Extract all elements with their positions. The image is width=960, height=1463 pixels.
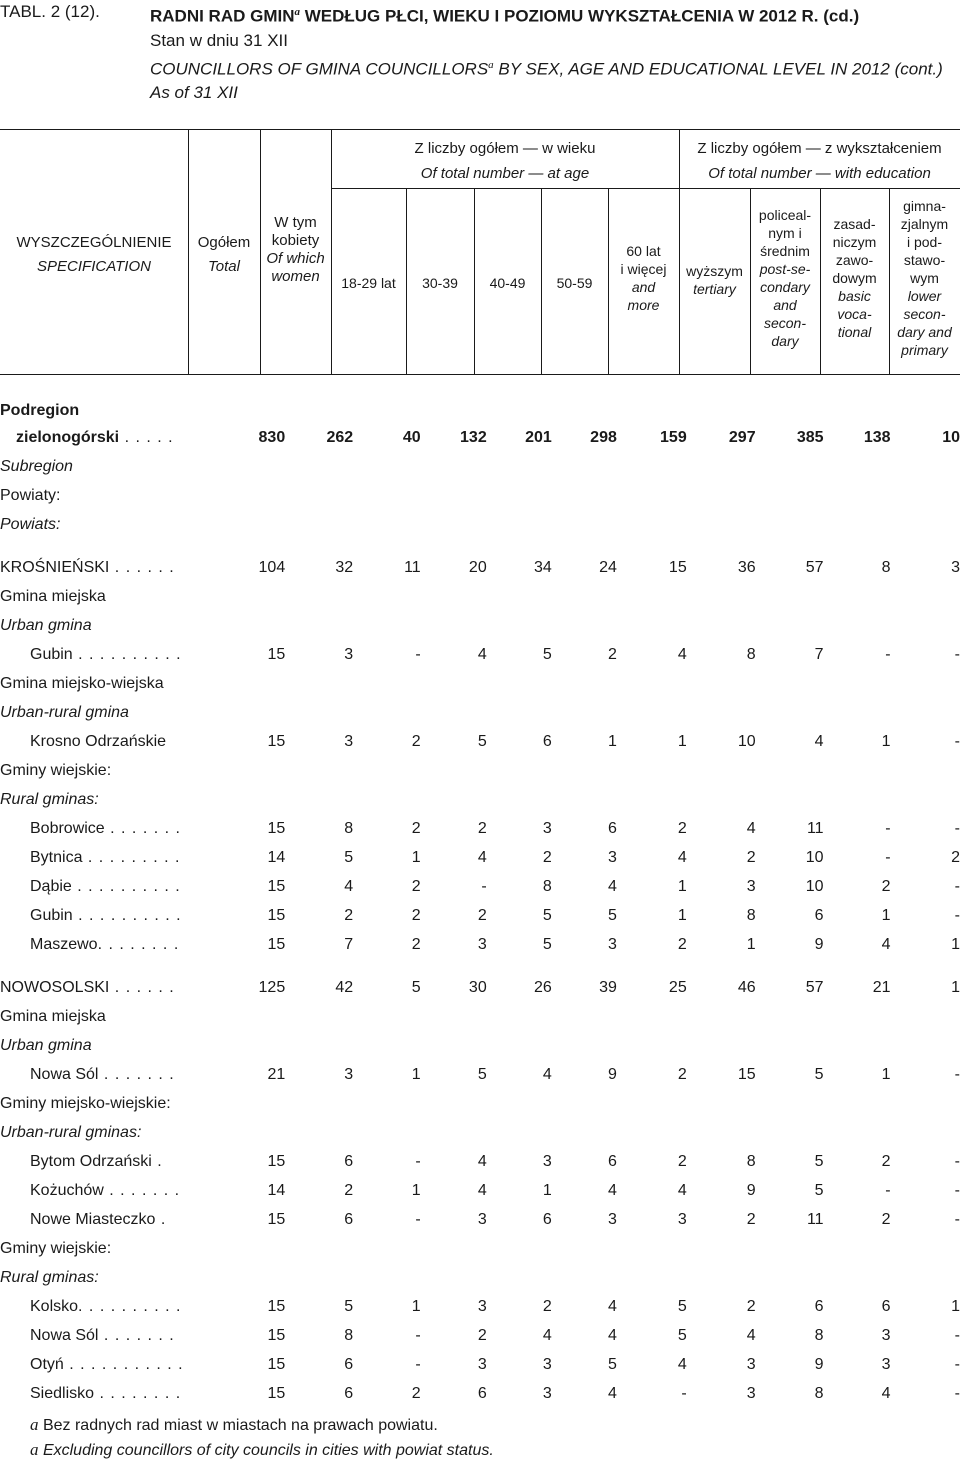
table-cell: 15: [267, 733, 286, 750]
table-cell: 3: [477, 1356, 487, 1373]
table-cell: 3: [746, 1356, 756, 1373]
table-cell: -: [415, 1327, 421, 1344]
table-cell: 57: [805, 559, 824, 576]
table-cell: -: [885, 820, 891, 837]
table-cell: 4: [677, 849, 687, 866]
table-cell: -: [954, 1182, 960, 1199]
table-cell: 15: [267, 1327, 286, 1344]
table-cell: 5: [677, 1298, 687, 1315]
table-cell: 6: [344, 1385, 354, 1402]
table-cell: 6: [607, 820, 617, 837]
table-cell: 4: [607, 1182, 617, 1199]
table-cell: 34: [534, 559, 552, 576]
table-cell: 262: [326, 429, 354, 446]
table-cell: 201: [525, 429, 552, 446]
table-cell: 10: [737, 733, 756, 750]
table-cell: 14: [267, 849, 286, 866]
table-cell: 7: [814, 646, 824, 663]
table-row: Krosno Odrzańskie 15 3 2 5 6 1 1 10 4 1 -: [0, 727, 960, 756]
table-cell: 46: [737, 979, 756, 996]
table-cell: 5: [677, 1327, 687, 1344]
table-cell: 1: [881, 1066, 891, 1083]
header-age-30-39: 30-39: [422, 275, 458, 291]
table-cell: 5: [344, 849, 354, 866]
table-cell: 3: [607, 936, 617, 953]
header-specification: WYSZCZEGÓLNIENIE SPECIFICATION: [16, 234, 172, 275]
table-row: Siedlisko . . . . . . . . 15 6 2 6 3 4 - 3 8 4 -: [0, 1379, 960, 1408]
header-age-group: Z liczby ogółem — w wieku Of total number — at age: [414, 140, 596, 182]
table-cell: 15: [267, 907, 286, 924]
table-cell: 8: [881, 559, 891, 576]
table-cell: 3: [477, 1211, 487, 1228]
table-number: TABL. 2 (12).: [0, 2, 100, 21]
table-cell: 30: [468, 979, 487, 996]
table-cell: 1: [881, 733, 891, 750]
header-edu-post-secondary: policeal- nym i średnim post-se- condary and secon- dary: [758, 207, 812, 349]
table-cell: 297: [728, 429, 756, 446]
table-cell: 39: [599, 979, 617, 996]
table-row: Kolsko. . . . . . . . . . 15 5 1 3 2 4 5 2 6 6 1: [0, 1292, 960, 1321]
table-cell: 8: [746, 907, 756, 924]
table-cell: 5: [607, 907, 617, 924]
table-cell: 10: [942, 429, 960, 446]
table-cell: 2: [411, 1385, 421, 1402]
table-cell: 1: [411, 849, 421, 866]
table-cell: 15: [668, 559, 687, 576]
table-cell: 5: [542, 646, 552, 663]
table-cell: 132: [460, 429, 487, 446]
table-cell: 24: [599, 559, 617, 576]
table-cell: 8: [814, 1327, 824, 1344]
table-cell: 4: [746, 820, 756, 837]
table-cell: 2: [607, 646, 617, 663]
footnote-marker: a: [30, 1415, 39, 1434]
table-cell: 2: [881, 1211, 891, 1228]
table-cell: 15: [267, 1211, 286, 1228]
table-cell: 1: [607, 733, 617, 750]
table-cell: 15: [267, 1298, 286, 1315]
table-row: Podregion: [0, 402, 80, 419]
table-cell: 9: [746, 1182, 756, 1199]
title-en: COUNCILLORS OF GMINA COUNCILLORS$^a$ BY SEX, AGE AND EDUCATIONAL LEVEL IN 2012 (cont.): [150, 58, 943, 79]
header-age-40-49: 40-49: [489, 275, 526, 291]
table-cell: 2: [677, 936, 687, 953]
table-cell: -: [954, 1211, 960, 1228]
table-cell: -: [415, 1356, 421, 1373]
table-row: Gmina miejska: [0, 1008, 106, 1025]
table-cell: 6: [477, 1385, 487, 1402]
table-row: Urban-rural gmina: [0, 704, 129, 721]
table-cell: -: [954, 1356, 960, 1373]
table-cell: 2: [411, 907, 421, 924]
table-cell: 1: [411, 1066, 421, 1083]
table-cell: 5: [607, 1356, 617, 1373]
table-cell: 5: [814, 1153, 824, 1170]
table-row: Gminy wiejskie:: [0, 762, 112, 779]
table-row: Urban gmina: [0, 617, 92, 634]
table-cell: 9: [607, 1066, 617, 1083]
date-en: As of 31 XII: [150, 83, 238, 103]
table-cell: 11: [404, 559, 421, 576]
table-cell: 6: [344, 1153, 354, 1170]
table-cell: 2: [881, 1153, 891, 1170]
table-cell: 3: [542, 1356, 552, 1373]
table-cell: 6: [542, 733, 552, 750]
table-cell: -: [885, 849, 891, 866]
table-row: KROŚNIEŃSKI . . . . . . 104 32 11 20 34 24 15 36 57 8 3: [0, 553, 960, 582]
table-cell: 2: [542, 1298, 552, 1315]
table-cell: 5: [542, 936, 552, 953]
table-cell: 15: [267, 936, 286, 953]
table-row: NOWOSOLSKI . . . . . . 125 42 5 30 26 39 25 46 57 21 1: [0, 973, 960, 1002]
table-cell: 26: [534, 979, 552, 996]
table-cell: 11: [806, 1211, 824, 1228]
table-cell: 25: [668, 979, 687, 996]
table-cell: 3: [881, 1356, 891, 1373]
data-table: [0, 399, 960, 1408]
header-edu-lower-secondary: gimna- zjalnym i pod- stawo- wym lower secon- dary and primary: [897, 198, 952, 358]
table-cell: 4: [477, 1182, 487, 1199]
table-cell: 32: [335, 559, 354, 576]
table-cell: 9: [814, 1356, 824, 1373]
table-cell: 125: [258, 979, 286, 996]
table-cell: -: [481, 878, 487, 895]
table-cell: 2: [542, 849, 552, 866]
header-edu-group: Z liczby ogółem — z wykształceniem Of total number — with education: [697, 140, 942, 182]
table-row: Powiaty:: [0, 487, 61, 504]
table-cell: 2: [344, 1182, 354, 1199]
table-cell: 1: [951, 1298, 960, 1315]
header-age-18-29: 18-29 lat: [341, 275, 396, 291]
table-cell: 4: [344, 878, 354, 895]
footnote-marker: a: [30, 1440, 39, 1459]
table-cell: 15: [737, 1066, 756, 1083]
table-cell: 1: [411, 1298, 421, 1315]
table-cell: 3: [677, 1211, 687, 1228]
table-cell: 2: [746, 1211, 756, 1228]
table-cell: 1: [677, 907, 687, 924]
table-cell: 4: [542, 1066, 552, 1083]
table-row: Bobrowice . . . . . . . 15 8 2 2 3 6 2 4 11 - -: [0, 814, 960, 843]
table-cell: 1: [677, 733, 687, 750]
table-cell: 1: [746, 936, 756, 953]
table-cell: 6: [607, 1153, 617, 1170]
table-row: Maszewo. . . . . . . . 15 7 2 3 5 3 2 1 9 4 1: [0, 930, 960, 959]
table-cell: 57: [805, 979, 824, 996]
table-cell: 2: [411, 820, 421, 837]
table-cell: 8: [542, 878, 552, 895]
table-cell: 4: [746, 1327, 756, 1344]
table-cell: 6: [814, 907, 824, 924]
header-age-60-plus: 60 lat i więcej and more: [620, 243, 667, 313]
table-cell: 104: [258, 559, 286, 576]
table-cell: -: [954, 820, 960, 837]
table-cell: 3: [607, 849, 617, 866]
table-row: Bytom Odrzański . 15 6 - 4 3 6 2 8 5 2 -: [0, 1147, 960, 1176]
table-cell: -: [954, 733, 960, 750]
table-cell: 1: [542, 1182, 552, 1199]
table-cell: 5: [477, 1066, 487, 1083]
table-cell: 15: [267, 1356, 286, 1373]
table-cell: 2: [477, 1327, 487, 1344]
table-row: Bytnica . . . . . . . . . 14 5 1 4 2 3 4 2 10 - 2: [0, 843, 960, 872]
table-cell: 7: [344, 936, 354, 953]
table-cell: 6: [814, 1298, 824, 1315]
table-row: Rural gminas:: [0, 791, 99, 808]
table-cell: -: [415, 646, 421, 663]
table-cell: 5: [344, 1298, 354, 1315]
table-cell: 3: [607, 1211, 617, 1228]
table-row: Nowa Sól . . . . . . . 21 3 1 5 4 9 2 15 5 1 -: [0, 1060, 960, 1089]
table-cell: 830: [258, 429, 286, 446]
table-cell: -: [954, 646, 960, 663]
table-cell: 1: [677, 878, 687, 895]
table-cell: 42: [335, 979, 354, 996]
table-cell: 15: [267, 1153, 286, 1170]
table-cell: 11: [806, 820, 824, 837]
table-cell: 3: [344, 1066, 354, 1083]
table-cell: 2: [477, 820, 487, 837]
table-cell: 2: [746, 849, 756, 866]
header-total: Ogółem Total: [197, 234, 251, 275]
table-cell: 4: [881, 936, 891, 953]
table-cell: 385: [796, 429, 824, 446]
table-row: zielonogórski . . . . . 830 262 40 132 201 298 159 297 385 138 10: [0, 423, 960, 452]
table-cell: 8: [746, 646, 756, 663]
footnote-en: a Excluding councillors of city councils in cities with powiat status.: [30, 1440, 494, 1459]
table-cell: 15: [267, 646, 286, 663]
table-cell: 2: [677, 1066, 687, 1083]
table-cell: 5: [814, 1066, 824, 1083]
table-cell: 3: [951, 559, 960, 576]
table-cell: 2: [411, 878, 421, 895]
table-cell: -: [885, 1182, 891, 1199]
table-row: Urban-rural gminas:: [0, 1124, 142, 1141]
table-row: Gubin . . . . . . . . . . 15 3 - 4 5 2 4 8 7 - -: [0, 640, 960, 669]
table-cell: -: [954, 907, 960, 924]
table-cell: 4: [477, 646, 487, 663]
table-cell: 4: [477, 849, 487, 866]
header-age-50-59: 50-59: [556, 275, 593, 291]
table-row: Subregion: [0, 458, 73, 475]
table-cell: 20: [468, 559, 487, 576]
table-cell: 10: [805, 878, 824, 895]
table-cell: 3: [542, 1153, 552, 1170]
table-cell: 9: [814, 936, 824, 953]
table-row: Gminy miejsko-wiejskie:: [0, 1095, 171, 1112]
table-cell: 4: [814, 733, 824, 750]
table-cell: 2: [746, 1298, 756, 1315]
table-cell: 6: [344, 1211, 354, 1228]
table-row: Gmina miejsko-wiejska: [0, 675, 164, 692]
table-cell: 21: [267, 1066, 286, 1083]
date-pl: Stan w dniu 31 XII: [150, 30, 288, 50]
table-cell: -: [954, 1066, 960, 1083]
table-row: Dąbie . . . . . . . . . . 15 4 2 - 8 4 1 3 10 2 -: [0, 872, 960, 901]
table-cell: 2: [477, 907, 487, 924]
table-cell: 159: [660, 429, 687, 446]
header-edu-basic-vocational: zasad- niczym zawo- dowym basic voca- tional: [832, 216, 877, 340]
table-cell: 4: [477, 1153, 487, 1170]
table-cell: 4: [607, 1298, 617, 1315]
table-cell: 298: [590, 429, 617, 446]
table-cell: 40: [402, 429, 421, 446]
table-cell: -: [415, 1153, 421, 1170]
table-cell: 3: [542, 820, 552, 837]
table-row: Urban gmina: [0, 1037, 92, 1054]
title-block: [150, 0, 950, 105]
table-cell: -: [415, 1211, 421, 1228]
table-cell: 15: [267, 878, 286, 895]
table-cell: 6: [881, 1298, 891, 1315]
table-cell: -: [954, 1327, 960, 1344]
footnote-marker: a: [294, 6, 300, 18]
table-cell: 1: [951, 979, 960, 996]
table-cell: -: [954, 878, 960, 895]
table-cell: 2: [411, 936, 421, 953]
table-cell: 14: [267, 1182, 286, 1199]
table-cell: 6: [542, 1211, 552, 1228]
table-cell: -: [954, 1385, 960, 1402]
table-cell: 8: [344, 820, 354, 837]
table-cell: 10: [805, 849, 824, 866]
table-cell: 4: [607, 1327, 617, 1344]
table-cell: 4: [677, 1356, 687, 1373]
table-cell: 4: [607, 1385, 617, 1402]
table-cell: 6: [344, 1356, 354, 1373]
table-row: Powiats:: [0, 516, 61, 533]
table-cell: 4: [881, 1385, 891, 1402]
header-women: W tym kobiety Of which women: [266, 214, 325, 285]
table-cell: 15: [267, 1385, 286, 1402]
footnote-pl: a Bez radnych rad miast w miastach na prawach powiatu.: [30, 1415, 438, 1434]
table-cell: 4: [542, 1327, 552, 1344]
table-cell: 2: [411, 733, 421, 750]
table-cell: 1: [411, 1182, 421, 1199]
table-cell: 2: [951, 849, 960, 866]
table-row: Nowa Sól . . . . . . . 15 8 - 2 4 4 5 4 8 3 -: [0, 1321, 960, 1350]
table-cell: 5: [542, 907, 552, 924]
table-row: Otyń . . . . . . . . . . . 15 6 - 3 3 5 4 3 9 3 -: [0, 1350, 960, 1379]
table-cell: 4: [677, 1182, 687, 1199]
table-cell: 36: [737, 559, 756, 576]
table-cell: 5: [411, 979, 421, 996]
table-cell: -: [954, 1153, 960, 1170]
table-cell: 2: [677, 1153, 687, 1170]
table-cell: 2: [677, 820, 687, 837]
table-cell: 2: [344, 907, 354, 924]
table-cell: 8: [814, 1385, 824, 1402]
table-cell: 8: [746, 1153, 756, 1170]
table-cell: 3: [477, 1298, 487, 1315]
table-row: Gmina miejska: [0, 588, 106, 605]
table-cell: 1: [951, 936, 960, 953]
table-cell: 5: [814, 1182, 824, 1199]
table-cell: 21: [872, 979, 891, 996]
table-cell: 3: [344, 646, 354, 663]
table-cell: 4: [607, 878, 617, 895]
table-cell: 8: [344, 1327, 354, 1344]
title-pl: RADNI RAD GMIN$^a$ WEDŁUG PŁCI, WIEKU I POZIOMU WYKSZTAŁCENIA W 2012 R. (cd.): [150, 6, 860, 26]
table-cell: 15: [267, 820, 286, 837]
table-cell: 3: [542, 1385, 552, 1402]
table-cell: 3: [881, 1327, 891, 1344]
table-cell: -: [681, 1385, 687, 1402]
header-edu-tertiary: wyższym tertiary: [686, 263, 743, 297]
table-cell: 3: [746, 878, 756, 895]
table-cell: 3: [746, 1385, 756, 1402]
footnote-marker: a: [488, 58, 494, 71]
header-bottom-rule: [0, 374, 960, 375]
table-cell: 4: [677, 646, 687, 663]
table-cell: 1: [881, 907, 891, 924]
table-cell: 3: [477, 936, 487, 953]
table-cell: 3: [344, 733, 354, 750]
table-row: Rural gminas:: [0, 1269, 99, 1286]
table-cell: 138: [863, 429, 891, 446]
table-row: Kożuchów . . . . . . . 14 2 1 4 1 4 4 9 5 - -: [0, 1176, 960, 1205]
table-cell: -: [885, 646, 891, 663]
table-row: Nowe Miasteczko . 15 6 - 3 6 3 3 2 11 2 -: [0, 1205, 960, 1234]
table-row: Gubin . . . . . . . . . . 15 2 2 2 5 5 1 8 6 1 -: [0, 901, 960, 930]
table-cell: 5: [477, 733, 487, 750]
header-top-rule: [0, 129, 960, 130]
table-row: Gminy wiejskie:: [0, 1240, 112, 1257]
table-cell: 2: [881, 878, 891, 895]
header-group-rule: [331, 188, 960, 189]
